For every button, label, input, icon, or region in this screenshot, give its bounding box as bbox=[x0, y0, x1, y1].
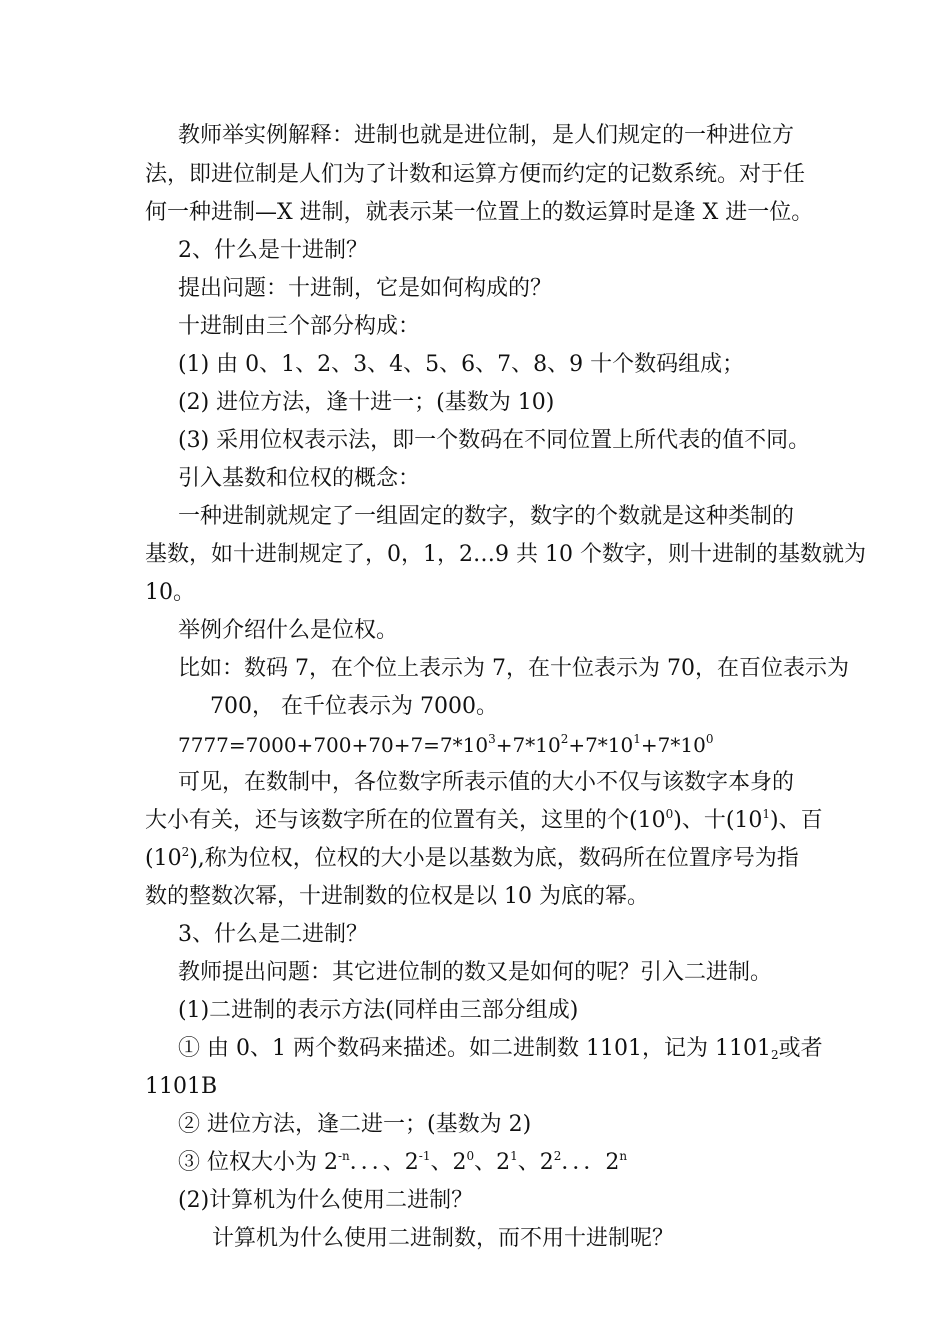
paragraph-line: 10。 bbox=[145, 580, 195, 605]
section-heading: 3、什么是二进制？ bbox=[178, 922, 368, 947]
paragraph-line: 十进制由三个部分构成： bbox=[178, 314, 421, 339]
paragraph-line: $(10^2)$,称为位权，位权的大小是以基数为底，数码所在位置序号为指 bbox=[145, 845, 799, 871]
list-item: (1)二进制的表示方法(同样由三部分组成) bbox=[178, 998, 579, 1023]
list-item: (2) 进位方法，逢十进一；(基数为 10) bbox=[178, 390, 555, 415]
paragraph-line: 何一种进制—X 进制，就表示某一位置上的数运算时是逢 X 进一位。 bbox=[145, 200, 814, 225]
paragraph-line: 计算机为什么使用二进制数，而不用十进制呢？ bbox=[212, 1226, 675, 1251]
paragraph-line: 700， 在千位表示为 7000。 bbox=[210, 694, 498, 719]
paragraph-line: 比如：数码 7，在个位上表示为 7，在十位表示为 70，在百位表示为 bbox=[178, 656, 849, 681]
list-item: (1) 由 0、1、2、3、4、5、6、7、8、9 十个数码组成； bbox=[178, 352, 745, 377]
paragraph-line: 举例介绍什么是位权。 bbox=[178, 618, 399, 643]
list-item: ① 由 0、1 两个数码来描述。如二进制数 1101，记为 $1101_2$或者 bbox=[178, 1036, 823, 1062]
section-heading: 2、什么是十进制？ bbox=[178, 238, 368, 263]
paragraph-line: 教师提出问题：其它进位制的数又是如何的呢？引入二进制。 bbox=[178, 960, 773, 985]
paragraph-line: 基数，如十进制规定了，0，1，2…9 共 10 个数字，则十进制的基数就为 bbox=[145, 542, 866, 567]
list-item: ② 进位方法，逢二进一；(基数为 2) bbox=[178, 1112, 532, 1137]
paragraph-line: 大小有关，还与该数字所在的位置有关，这里的个$(10^0)$、十$(10^1)$、百 bbox=[145, 807, 823, 833]
paragraph-line: 可见，在数制中，各位数字所表示值的大小不仅与该数字本身的 bbox=[178, 770, 795, 795]
formula-line: $7777=7000+700+70+7=7*10^3+7*10^2+7*10^1+7*10^0$ bbox=[178, 732, 714, 757]
paragraph-line: 引入基数和位权的概念： bbox=[178, 466, 421, 491]
paragraph-line: 教师举实例解释：进制也就是进位制，是人们规定的一种进位方 bbox=[178, 123, 795, 148]
paragraph-line: 数的整数次幂，十进制数的位权是以 10 为底的幂。 bbox=[145, 884, 649, 909]
paragraph-line: 一种进制就规定了一组固定的数字，数字的个数就是这种类制的 bbox=[178, 504, 795, 529]
paragraph-line: 法，即进位制是人们为了计数和运算方便而约定的记数系统。对于任 bbox=[145, 162, 806, 187]
paragraph-line: 1101B bbox=[145, 1074, 218, 1099]
list-item: (3) 采用位权表示法，即一个数码在不同位置上所代表的值不同。 bbox=[178, 428, 811, 453]
list-item: (2)计算机为什么使用二进制？ bbox=[178, 1188, 474, 1213]
list-item: ③ 位权大小为 $2^{-n}$．．．、$2^{-1}$、$2^0$、$2^1$、$2^2$．．．2$^n$ bbox=[178, 1149, 628, 1175]
paragraph-line: 提出问题：十进制，它是如何构成的？ bbox=[178, 276, 553, 301]
